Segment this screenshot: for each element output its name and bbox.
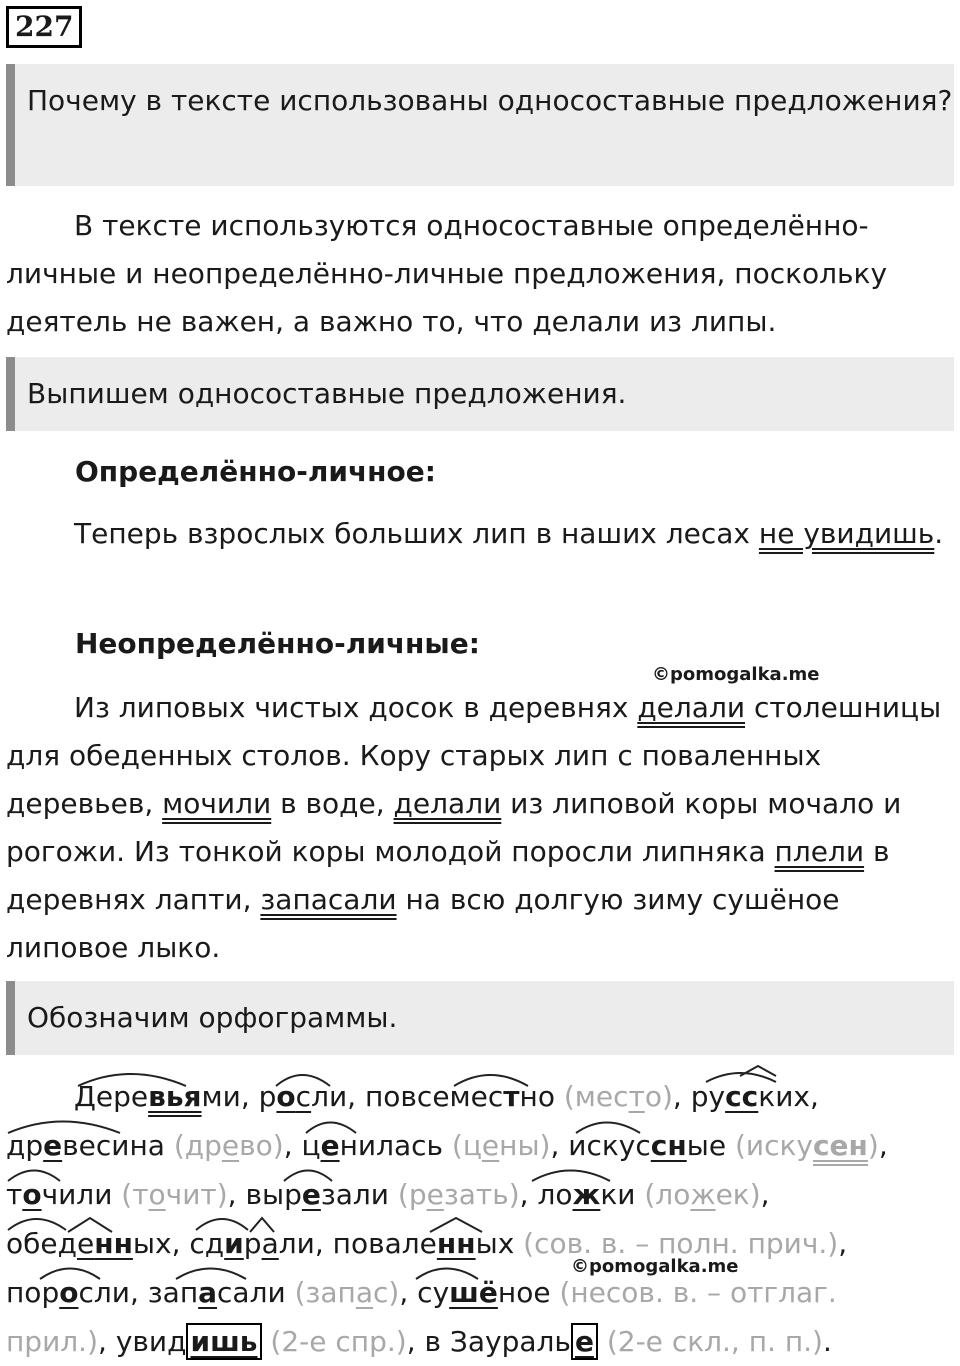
orth-line-3: точили (точит), вырезали (резать), ложки (ложек),: [6, 1178, 770, 1211]
check-word: (искусен): [734, 1129, 879, 1162]
word-iskusnye: искуссные: [568, 1129, 735, 1162]
predicate: мочили: [162, 787, 272, 820]
orth-line-2: древесина (древо), ценилась (цены), искуссные (искусен),: [6, 1129, 888, 1162]
word-russkih: русских,: [690, 1080, 819, 1113]
orth-line-5: поросли, запасали (запас), сушёное (несов. в. – отглаг.: [6, 1276, 837, 1309]
word-zapasali: запасали: [147, 1276, 295, 1309]
check-note: (2-е спр.): [270, 1325, 407, 1358]
orth-line-1: Деревьями, росли, повсеместно (место), русских,: [74, 1080, 819, 1113]
question-text: Почему в тексте использованы односоставные предложения?: [27, 84, 953, 117]
predicate-ne-uvidish: не увидишь: [758, 517, 935, 550]
check-word: (цены): [451, 1129, 551, 1162]
word-sushyonoe: сушёное: [417, 1276, 560, 1309]
check-note: (несов. в. – отглаг.: [559, 1276, 837, 1309]
indef-personal-sentences: Из липовых чистых досок в деревнях делали столешницы для обеденных столов. Кору старых лип с поваленных деревьев, мочили в воде, делали из липовой коры мочало и рогожи. Из тонкой коры молодой поросли липняка плели в деревнях лапти, запасали на всю долгую зиму сушёное липовое лыко.: [6, 691, 942, 964]
answer-paragraph: В тексте используются односоставные определённо-личные и неопределённо-личные предложения, поскольку деятель не важен, а важно то, что делали из липы.: [6, 209, 888, 338]
word-uvidish: увид ишь: [116, 1323, 262, 1360]
check-note: (сов. в. – полн. прич.): [523, 1227, 839, 1260]
orthogram-block: [6, 1072, 954, 1366]
check-word: (резать): [397, 1178, 520, 1211]
word-sdirali: сдирали,: [189, 1227, 333, 1260]
word-vyrezali: вырезали: [245, 1178, 398, 1211]
check-word: (древо): [173, 1129, 284, 1162]
watermark-top: ©pomogalka.me: [652, 664, 820, 685]
check-word: (ложек): [644, 1178, 761, 1211]
word-povsemestno: повсеместно: [364, 1080, 564, 1113]
check-word: (точит): [121, 1178, 228, 1211]
word-obedennyh: обеденных,: [6, 1227, 190, 1260]
word-rosli: росли,: [258, 1080, 365, 1113]
task3-callout: [6, 981, 954, 1055]
question-callout: [6, 64, 954, 186]
word-tochili: точили: [6, 1178, 122, 1211]
check-note: прил.): [6, 1325, 98, 1358]
task3-text: Обозначим орфограммы.: [27, 1001, 398, 1034]
predicate: делали: [637, 691, 746, 724]
orth-line-4: обеденных, сдирали, поваленных (сов. в. – полн. прич.),: [6, 1227, 848, 1260]
word-zauralye: Заураль е: [450, 1323, 598, 1360]
word-derevyami: Деревьями,: [74, 1080, 259, 1113]
task2-text: Выпишем односоставные предложения.: [27, 377, 627, 410]
orth-line-6: прил.), увид ишь (2-е спр.), в Заураль е (2-е скл., п. п.).: [6, 1325, 832, 1358]
watermark-bottom: ©pomogalka.me: [571, 1256, 739, 1277]
task-number: 227: [6, 6, 82, 48]
word-tsenilas: ценилась: [301, 1129, 452, 1162]
predicate: запасали: [260, 883, 397, 916]
word-lozhki: ложки: [537, 1178, 645, 1211]
indef-personal-heading: Неопределённо-личные:: [75, 627, 480, 660]
def-personal-heading: Определённо-личное:: [75, 455, 436, 488]
word-porosli: поросли,: [6, 1276, 148, 1309]
predicate: плели: [774, 835, 865, 868]
check-word: (место): [563, 1080, 673, 1113]
def-personal-sentence: Теперь взрослых больших лип в наших лесах не увидишь.: [74, 517, 944, 550]
task2-callout: [6, 357, 954, 431]
word-povalennyh: поваленных: [332, 1227, 524, 1260]
predicate: делали: [393, 787, 502, 820]
word-drevesina: древесина: [6, 1129, 174, 1162]
check-word: (запас): [294, 1276, 400, 1309]
check-note: (2-е скл., п. п.): [606, 1325, 823, 1358]
